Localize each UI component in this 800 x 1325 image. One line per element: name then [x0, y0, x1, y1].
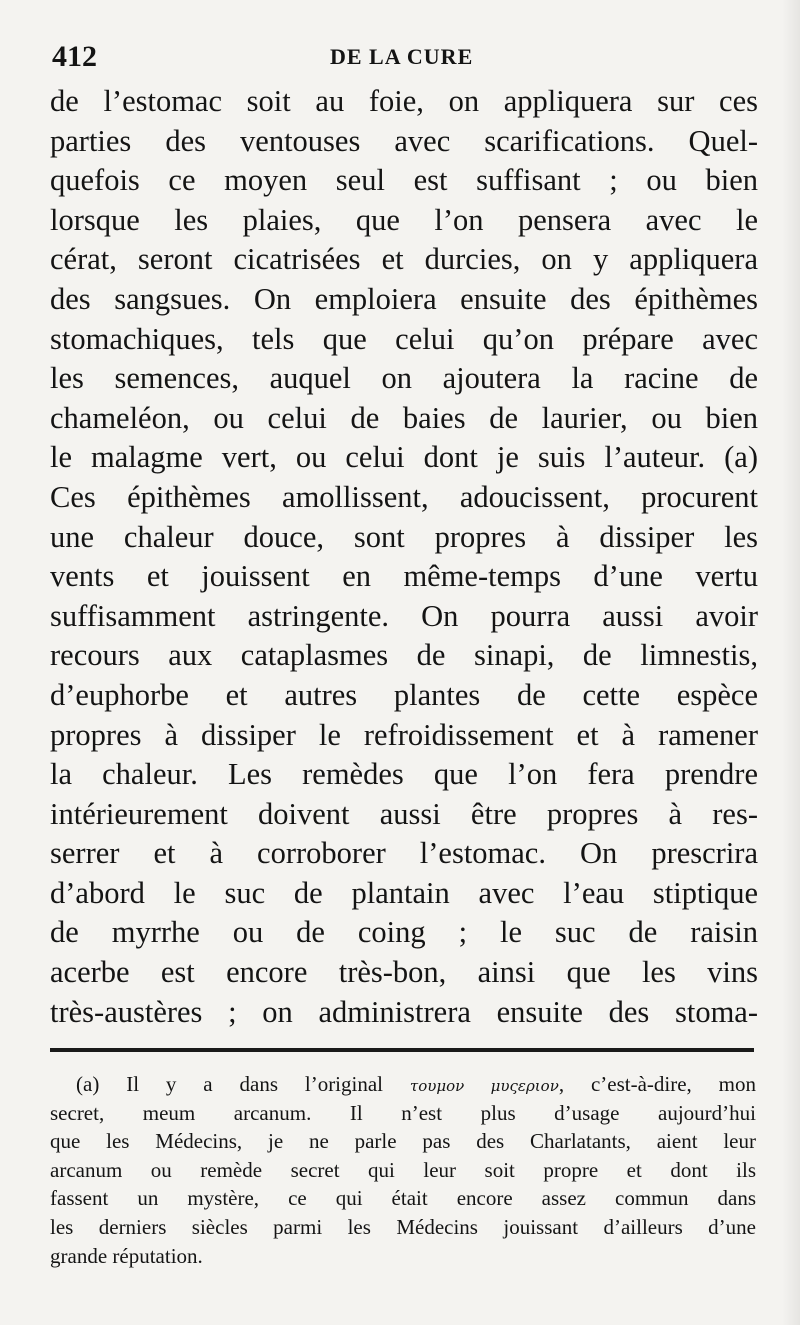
body-text — [50, 82, 758, 1032]
footnote-line: que les Médecins, je ne parle pas des Charlatants, aient leur — [50, 1129, 756, 1154]
page-edge-shadow — [782, 0, 800, 1325]
text-line: les semences, auquel on ajoutera la racine de — [50, 361, 758, 396]
text-line: serrer et à corroborer l’estomac. On prescrira — [50, 836, 758, 871]
text-line: le malagme vert, ou celui dont je suis l’auteur. (a) — [50, 440, 758, 475]
text-line: quefois ce moyen seul est suffisant ; ou bien — [50, 163, 758, 198]
text-line: de myrrhe ou de coing ; le suc de raisin — [50, 915, 758, 950]
text-line: cérat, seront cicatrisées et durcies, on y appliquera — [50, 242, 758, 277]
footnote-line: grande réputation. — [50, 1243, 203, 1268]
text-line: des sangsues. On emploiera ensuite des épithèmes — [50, 281, 758, 316]
footnote-line: arcanum ou remède secret qui leur soit propre et dont ils — [50, 1157, 756, 1182]
footnote-text: , c’est-à-dire, mon — [558, 1072, 757, 1096]
text-line: de l’estomac soit au foie, on appliquera sur ces — [50, 84, 758, 118]
text-line: recours aux cataplasmes de sinapi, de limnestis, — [50, 638, 758, 673]
text-line: vents et jouissent en même-temps d’une vertu — [50, 559, 758, 594]
footnote-rule — [50, 1048, 754, 1052]
footnote — [50, 1070, 756, 1270]
footnote-line: les derniers siècles parmi les Médecins jouissant d’ailleurs d’une — [50, 1214, 756, 1239]
text-line: lorsque les plaies, que l’on pensera avec le — [50, 202, 758, 237]
text-line: d’euphorbe et autres plantes de cette espèce — [50, 677, 758, 712]
text-line: Ces épithèmes amollissent, adoucissent, procurent — [50, 479, 758, 514]
text-line: stomachiques, tels que celui qu’on prépare avec — [50, 321, 758, 356]
text-line: très-austères ; on administrera ensuite des stoma- — [50, 994, 758, 1029]
text-line: la chaleur. Les remèdes que l’on fera prendre — [50, 757, 758, 792]
text-line: parties des ventouses avec scarifications. Quel- — [50, 123, 758, 158]
page-number: 412 — [52, 40, 97, 73]
footnote-text: Il y a dans l’original — [126, 1072, 384, 1096]
footnote-line: fassent un mystère, ce qui était encore assez commun dans — [50, 1186, 756, 1211]
text-line: d’abord le suc de plantain avec l’eau stiptique — [50, 875, 758, 910]
text-line: propres à dissiper le refroidissement et à ramener — [50, 717, 758, 752]
page-header — [52, 36, 752, 76]
text-line: suffisamment astringente. On pourra aussi avoir — [50, 598, 758, 633]
running-head: DE LA CURE — [330, 44, 474, 69]
footnote-line — [50, 1070, 756, 1099]
greek-text: τουμον μυςεριον — [409, 1077, 559, 1095]
text-line: une chaleur douce, sont propres à dissiper les — [50, 519, 758, 554]
footnote-line: secret, meum arcanum. Il n’est plus d’usage aujourd’hui — [50, 1100, 756, 1125]
footnote-marker: (a) — [76, 1072, 100, 1096]
text-line: acerbe est encore très-bon, ainsi que les vins — [50, 955, 758, 990]
text-line: chameléon, ou celui de baies de laurier, ou bien — [50, 400, 758, 435]
text-line: intérieurement doivent aussi être propres à res- — [50, 796, 758, 831]
